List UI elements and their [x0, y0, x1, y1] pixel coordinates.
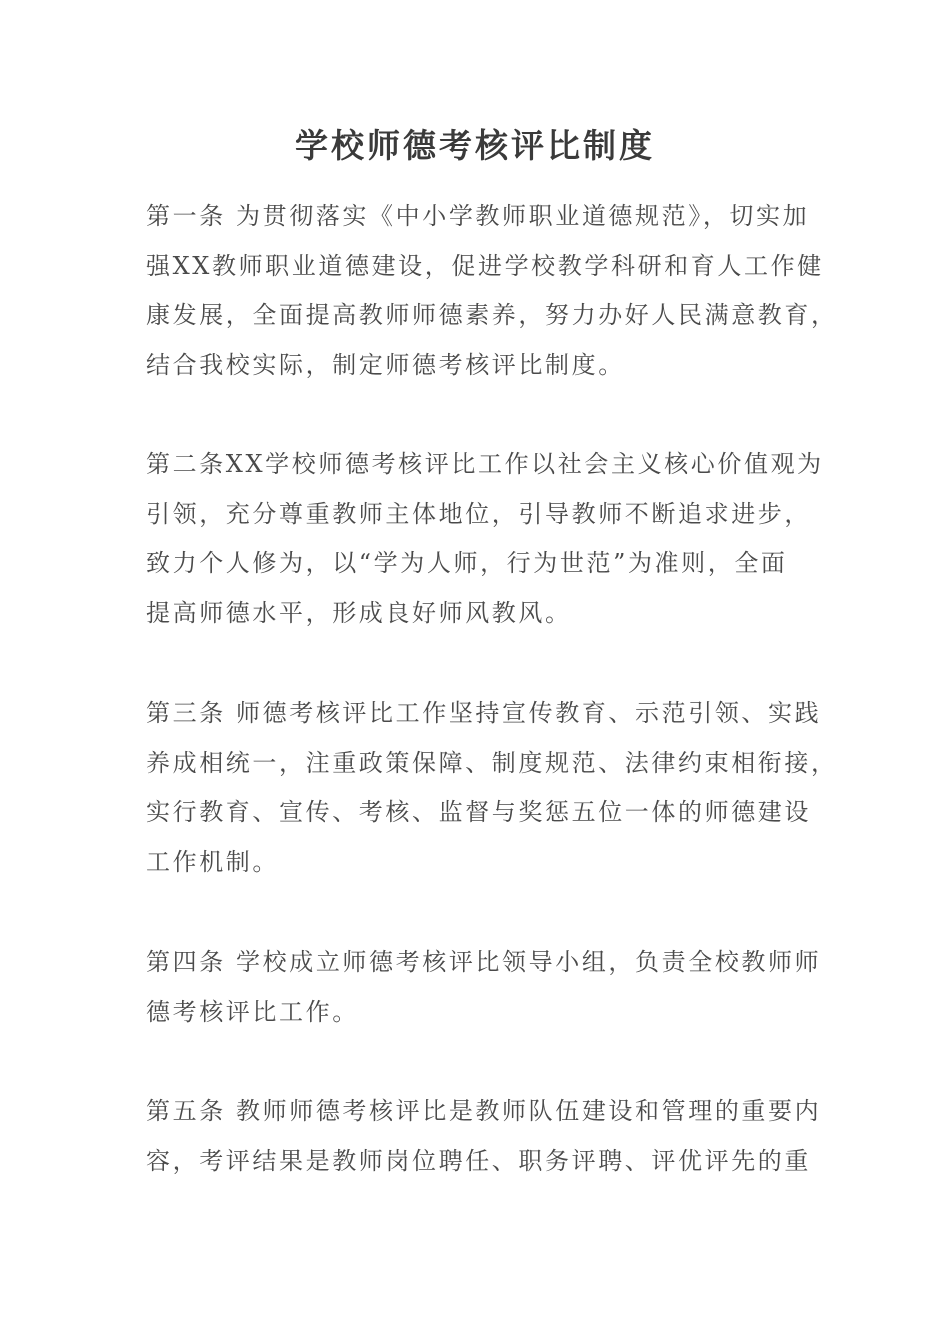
article-line: 致力个人修为，以“学为人师，行为世范”为准则，全面	[146, 549, 788, 577]
article-line: 第一条 为贯彻落实《中小学教师职业道德规范》，切实加	[146, 202, 810, 230]
article-line: 第二条XX学校师德考核评比工作以社会主义核心价值观为	[146, 450, 824, 478]
document-title: 学校师德考核评比制度	[295, 126, 655, 165]
article-line: 提高师德水平，形成良好师风教风。	[146, 598, 572, 627]
article-5	[146, 1087, 822, 1186]
article-line: 引领，充分尊重教师主体地位，引导教师不断追求进步，	[146, 499, 811, 528]
article-line: 工作机制。	[146, 847, 279, 876]
article-line: 养成相统一，注重政策保障、制度规范、法律约束相衔接，	[146, 748, 838, 777]
article-line: 康发展，全面提高教师师德素养，努力办好人民满意教育，	[146, 301, 838, 329]
article-1	[146, 192, 838, 390]
article-line: 强XX教师职业道德建设，促进学校教学科研和育人工作健	[146, 251, 824, 280]
article-2	[146, 440, 824, 638]
article-line: 第五条 教师师德考核评比是教师队伍建设和管理的重要内	[146, 1097, 822, 1125]
article-line: 第四条 学校成立师德考核评比领导小组，负责全校教师师	[146, 948, 822, 976]
article-line: 德考核评比工作。	[146, 997, 359, 1026]
article-4	[146, 938, 822, 1037]
article-line: 容，考评结果是教师岗位聘任、职务评聘、评优评先的重	[146, 1146, 811, 1175]
article-3	[146, 689, 838, 887]
article-line: 实行教育、宣传、考核、监督与奖惩五位一体的师德建设	[146, 798, 811, 826]
article-line: 第三条 师德考核评比工作坚持宣传教育、示范引领、实践	[146, 699, 822, 727]
article-line: 结合我校实际，制定师德考核评比制度。	[146, 350, 625, 379]
